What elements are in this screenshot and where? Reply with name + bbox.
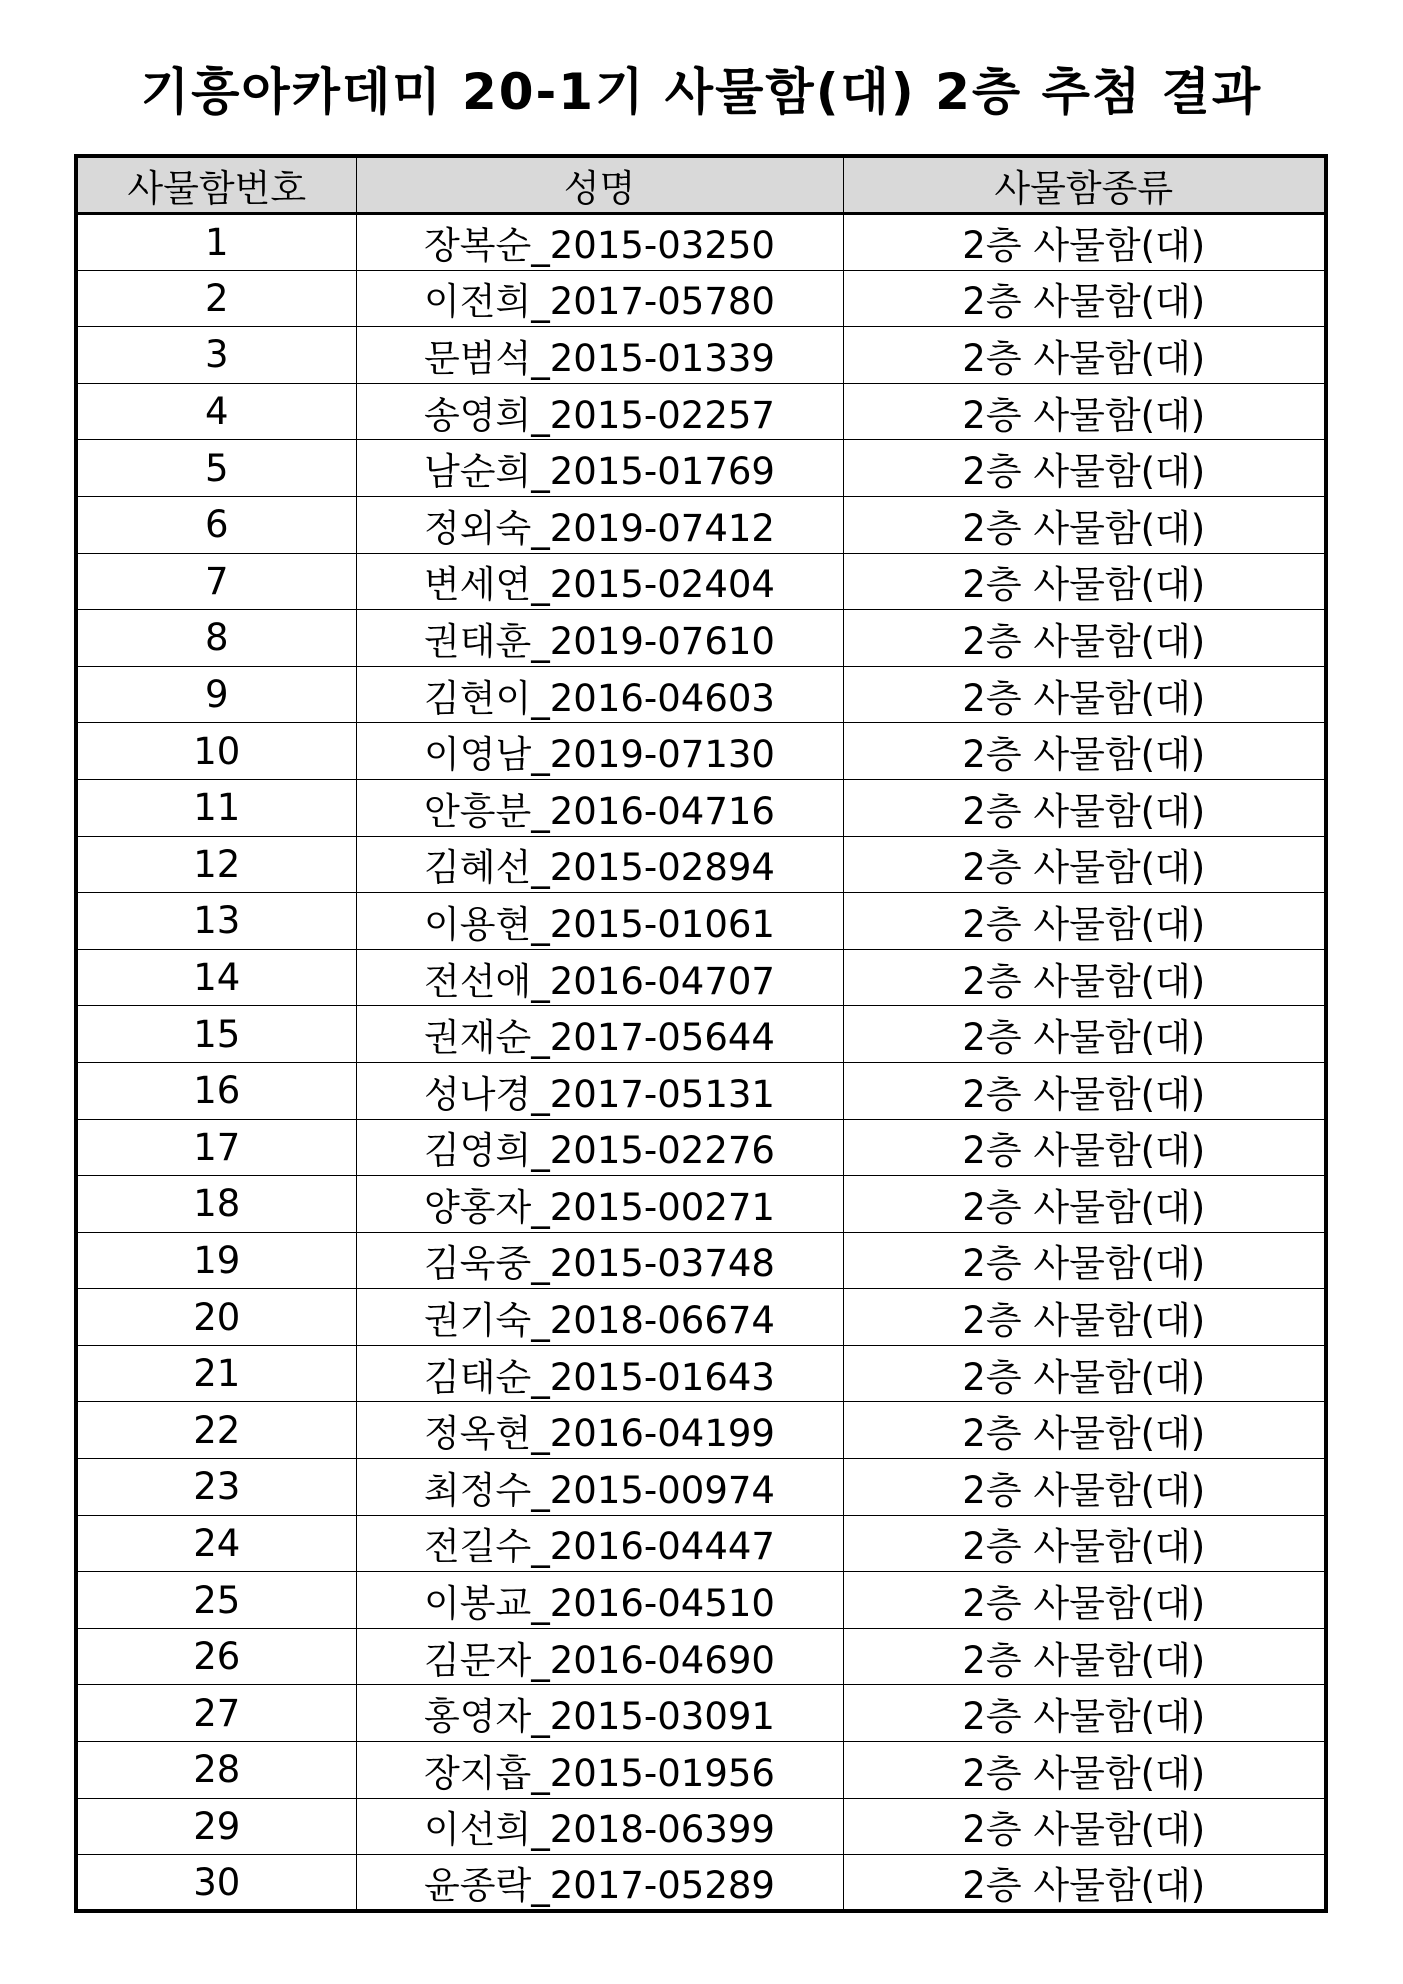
name-cell: 전선애_2016-04707	[356, 949, 843, 1006]
locker-number-cell: 7	[76, 553, 356, 610]
table-row	[76, 270, 1326, 327]
name-cell: 이영남_2019-07130	[356, 723, 843, 780]
table-row	[76, 1345, 1326, 1402]
header-name: 성명	[356, 156, 843, 214]
name-cell: 김태순_2015-01643	[356, 1345, 843, 1402]
table-row	[76, 496, 1326, 553]
locker-type-cell: 2층 사물함(대)	[843, 1402, 1326, 1459]
locker-type-cell: 2층 사물함(대)	[843, 949, 1326, 1006]
locker-type-cell: 2층 사물함(대)	[843, 1006, 1326, 1063]
name-cell: 이용현_2015-01061	[356, 893, 843, 950]
locker-type-cell: 2층 사물함(대)	[843, 1742, 1326, 1799]
table-row	[76, 440, 1326, 497]
name-cell: 홍영자_2015-03091	[356, 1685, 843, 1742]
name-cell: 장복순_2015-03250	[356, 214, 843, 271]
locker-number-cell: 6	[76, 496, 356, 553]
locker-number-cell: 3	[76, 327, 356, 384]
locker-type-cell: 2층 사물함(대)	[843, 1572, 1326, 1629]
locker-number-cell: 9	[76, 666, 356, 723]
table-row	[76, 779, 1326, 836]
locker-number-cell: 23	[76, 1459, 356, 1516]
table-row	[76, 383, 1326, 440]
locker-number-cell: 5	[76, 440, 356, 497]
locker-type-cell: 2층 사물함(대)	[843, 553, 1326, 610]
locker-number-cell: 30	[76, 1855, 356, 1912]
locker-type-cell: 2층 사물함(대)	[843, 440, 1326, 497]
locker-number-cell: 25	[76, 1572, 356, 1629]
table-row	[76, 610, 1326, 667]
locker-type-cell: 2층 사물함(대)	[843, 893, 1326, 950]
locker-number-cell: 1	[76, 214, 356, 271]
locker-number-cell: 24	[76, 1515, 356, 1572]
name-cell: 김현이_2016-04603	[356, 666, 843, 723]
name-cell: 김혜선_2015-02894	[356, 836, 843, 893]
name-cell: 정외숙_2019-07412	[356, 496, 843, 553]
name-cell: 김문자_2016-04690	[356, 1628, 843, 1685]
name-cell: 김욱중_2015-03748	[356, 1232, 843, 1289]
name-cell: 양홍자_2015-00271	[356, 1176, 843, 1233]
locker-type-cell: 2층 사물함(대)	[843, 779, 1326, 836]
table-row	[76, 1572, 1326, 1629]
locker-type-cell: 2층 사물함(대)	[843, 1176, 1326, 1233]
locker-number-cell: 13	[76, 893, 356, 950]
locker-type-cell: 2층 사물함(대)	[843, 1459, 1326, 1516]
locker-number-cell: 8	[76, 610, 356, 667]
locker-type-cell: 2층 사물함(대)	[843, 1685, 1326, 1742]
name-cell: 남순희_2015-01769	[356, 440, 843, 497]
locker-type-cell: 2층 사물함(대)	[843, 270, 1326, 327]
locker-type-cell: 2층 사물함(대)	[843, 496, 1326, 553]
name-cell: 이선희_2018-06399	[356, 1798, 843, 1855]
table-row	[76, 1855, 1326, 1912]
table-row	[76, 553, 1326, 610]
locker-type-cell: 2층 사물함(대)	[843, 1119, 1326, 1176]
locker-type-cell: 2층 사물함(대)	[843, 666, 1326, 723]
name-cell: 변세연_2015-02404	[356, 553, 843, 610]
locker-number-cell: 21	[76, 1345, 356, 1402]
locker-type-cell: 2층 사물함(대)	[843, 836, 1326, 893]
name-cell: 이전희_2017-05780	[356, 270, 843, 327]
table-row	[76, 893, 1326, 950]
table-row	[76, 1742, 1326, 1799]
locker-number-cell: 10	[76, 723, 356, 780]
table-row	[76, 1685, 1326, 1742]
locker-number-cell: 27	[76, 1685, 356, 1742]
name-cell: 김영희_2015-02276	[356, 1119, 843, 1176]
name-cell: 성나경_2017-05131	[356, 1062, 843, 1119]
locker-type-cell: 2층 사물함(대)	[843, 1798, 1326, 1855]
locker-type-cell: 2층 사물함(대)	[843, 1345, 1326, 1402]
locker-number-cell: 2	[76, 270, 356, 327]
name-cell: 안흥분_2016-04716	[356, 779, 843, 836]
locker-type-cell: 2층 사물함(대)	[843, 383, 1326, 440]
locker-number-cell: 29	[76, 1798, 356, 1855]
name-cell: 윤종락_2017-05289	[356, 1855, 843, 1912]
locker-type-cell: 2층 사물함(대)	[843, 1515, 1326, 1572]
table-row	[76, 1176, 1326, 1233]
name-cell: 권태훈_2019-07610	[356, 610, 843, 667]
table-row	[76, 1515, 1326, 1572]
name-cell: 이봉교_2016-04510	[356, 1572, 843, 1629]
table-row	[76, 1006, 1326, 1063]
table-row	[76, 1402, 1326, 1459]
table-row	[76, 214, 1326, 271]
header-locker-type: 사물함종류	[843, 156, 1326, 214]
locker-number-cell: 4	[76, 383, 356, 440]
table-row	[76, 1062, 1326, 1119]
locker-number-cell: 20	[76, 1289, 356, 1346]
table-row	[76, 949, 1326, 1006]
header-locker-number: 사물함번호	[76, 156, 356, 214]
locker-number-cell: 19	[76, 1232, 356, 1289]
locker-type-cell: 2층 사물함(대)	[843, 327, 1326, 384]
locker-number-cell: 14	[76, 949, 356, 1006]
table-body	[76, 214, 1326, 1912]
locker-number-cell: 15	[76, 1006, 356, 1063]
locker-number-cell: 26	[76, 1628, 356, 1685]
locker-number-cell: 12	[76, 836, 356, 893]
table-row	[76, 723, 1326, 780]
table-row	[76, 1119, 1326, 1176]
table-row	[76, 1798, 1326, 1855]
table-row	[76, 327, 1326, 384]
name-cell: 송영희_2015-02257	[356, 383, 843, 440]
table-row	[76, 1232, 1326, 1289]
name-cell: 권재순_2017-05644	[356, 1006, 843, 1063]
name-cell: 전길수_2016-04447	[356, 1515, 843, 1572]
locker-type-cell: 2층 사물함(대)	[843, 610, 1326, 667]
locker-type-cell: 2층 사물함(대)	[843, 214, 1326, 271]
locker-number-cell: 22	[76, 1402, 356, 1459]
document-title: 기흥아카데미 20-1기 사물함(대) 2층 추첨 결과	[140, 63, 1263, 121]
table-row	[76, 1628, 1326, 1685]
name-cell: 장지흡_2015-01956	[356, 1742, 843, 1799]
locker-type-cell: 2층 사물함(대)	[843, 1289, 1326, 1346]
locker-type-cell: 2층 사물함(대)	[843, 1232, 1326, 1289]
name-cell: 문범석_2015-01339	[356, 327, 843, 384]
locker-number-cell: 16	[76, 1062, 356, 1119]
locker-type-cell: 2층 사물함(대)	[843, 1062, 1326, 1119]
locker-number-cell: 17	[76, 1119, 356, 1176]
name-cell: 최정수_2015-00974	[356, 1459, 843, 1516]
name-cell: 권기숙_2018-06674	[356, 1289, 843, 1346]
name-cell: 정옥현_2016-04199	[356, 1402, 843, 1459]
table-row	[76, 836, 1326, 893]
table-row	[76, 1289, 1326, 1346]
table-row	[76, 1459, 1326, 1516]
table-header-row	[76, 156, 1326, 214]
locker-type-cell: 2층 사물함(대)	[843, 1628, 1326, 1685]
locker-number-cell: 11	[76, 779, 356, 836]
locker-type-cell: 2층 사물함(대)	[843, 723, 1326, 780]
locker-assignment-table	[74, 154, 1328, 1913]
table-row	[76, 666, 1326, 723]
locker-number-cell: 18	[76, 1176, 356, 1233]
locker-number-cell: 28	[76, 1742, 356, 1799]
locker-type-cell: 2층 사물함(대)	[843, 1855, 1326, 1912]
